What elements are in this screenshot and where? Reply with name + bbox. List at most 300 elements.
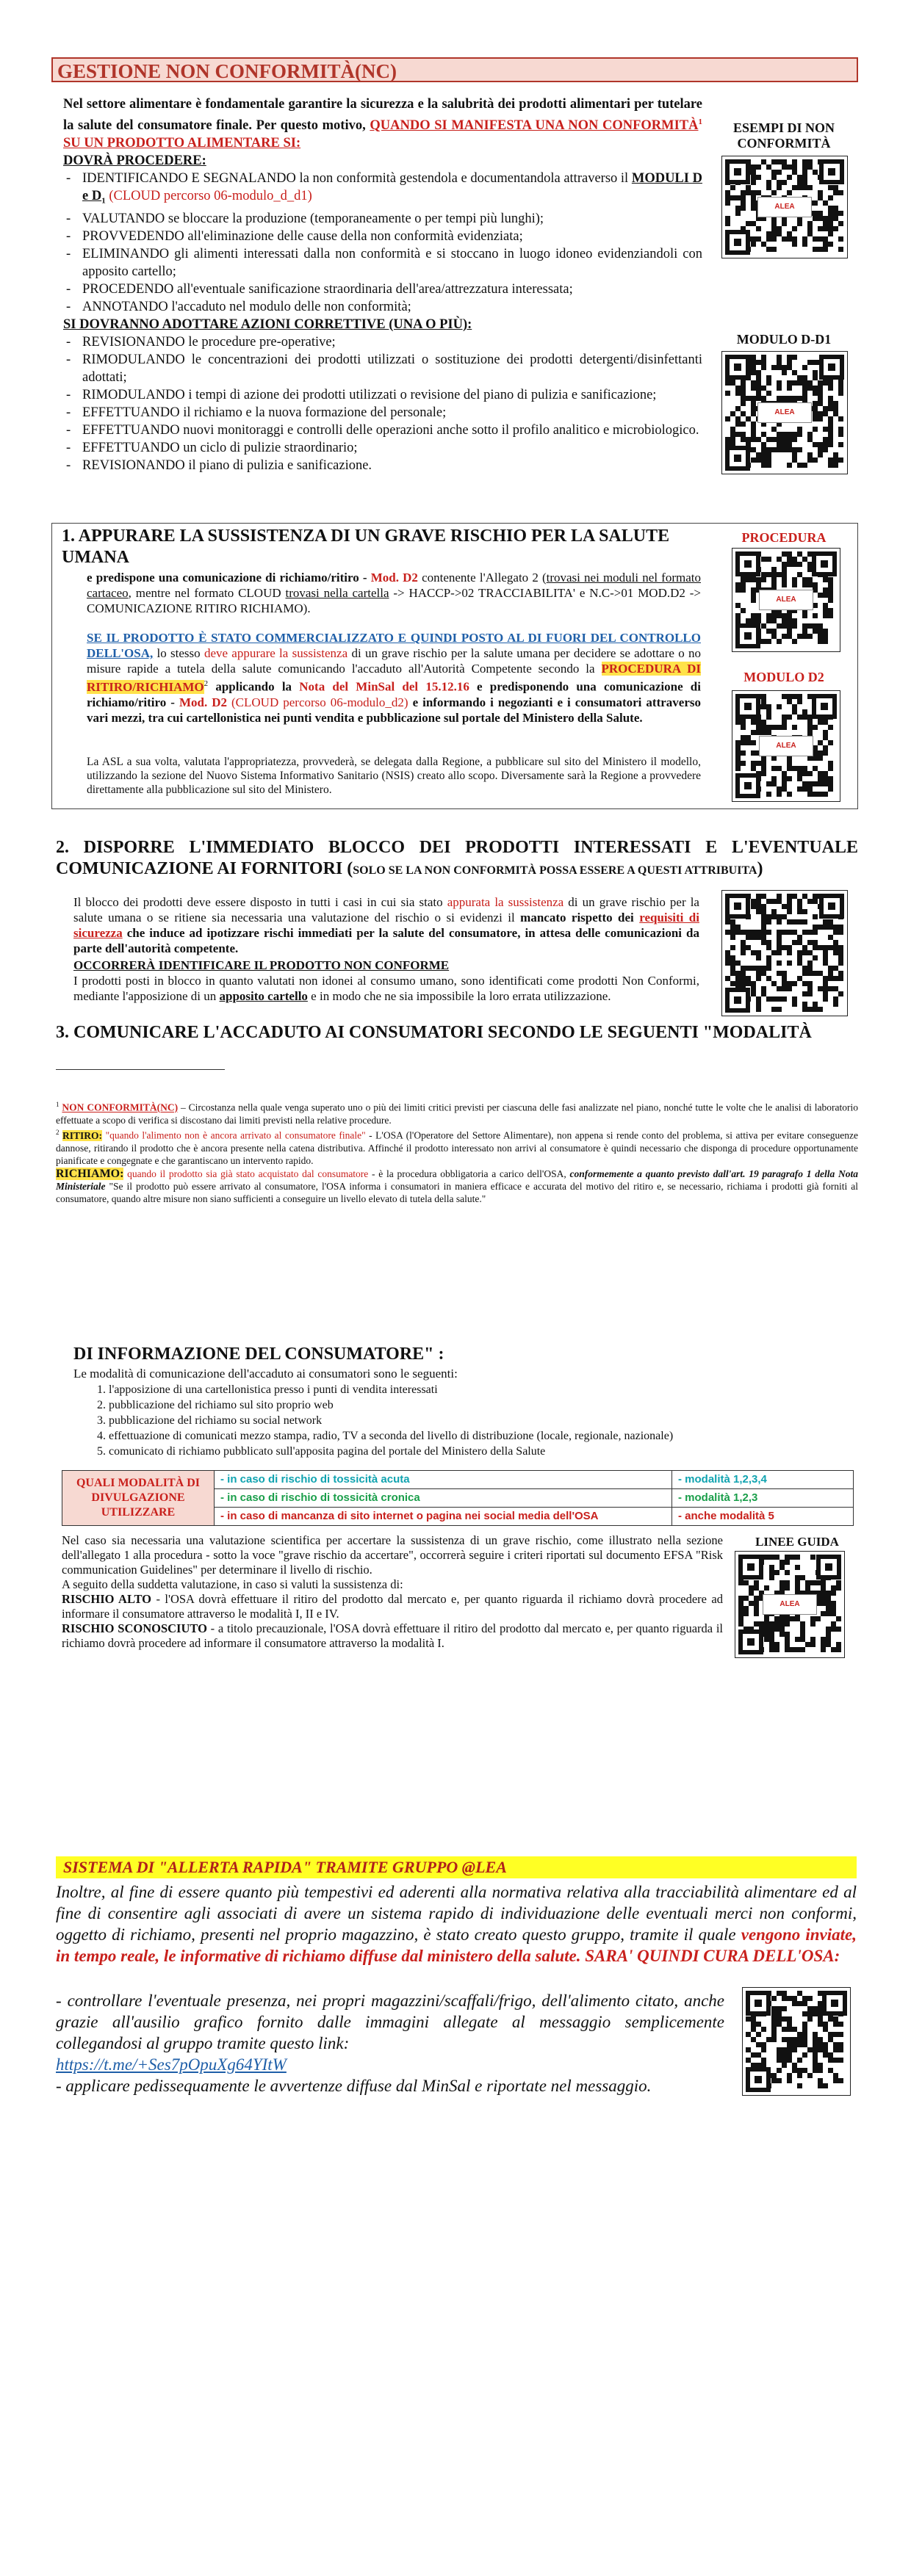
qr-module — [787, 2042, 792, 2047]
qr-module — [766, 792, 771, 797]
fn3-text: - è la procedura obbligatoria a carico dell'OSA, — [368, 1168, 570, 1179]
qr-module — [771, 2027, 777, 2032]
qr-module — [813, 945, 818, 950]
qr-module — [813, 940, 818, 945]
qr-module — [735, 432, 741, 437]
qr-module — [782, 370, 787, 375]
qr-module — [785, 1555, 790, 1560]
s2-text: di un grave rischio per la salute umana o se ritiene sia necessaria una valutazione del rischio o si evidenzi il — [73, 895, 699, 925]
qr-module — [818, 2016, 823, 2022]
qr-module — [797, 634, 802, 639]
s2-heading-end: ) — [757, 859, 763, 878]
qr-module — [730, 919, 735, 925]
qr-module — [730, 981, 735, 986]
qr-module — [838, 955, 843, 960]
section-2-p3 — [73, 973, 699, 1004]
qr-module — [821, 1637, 826, 1642]
qr-module — [818, 945, 823, 950]
qr-module — [823, 955, 828, 960]
qr-module — [807, 159, 813, 164]
risk-alto-text: - l'OSA dovrà effettuare il ritiro del prodotto dal mercato e, per quanto riguarda il richiamo dovrà procedere ad informare il consumatore attraverso le modalità I, II e IV. — [62, 1592, 723, 1621]
footnote-2 — [56, 1126, 858, 1167]
qr-module — [771, 221, 777, 226]
qr-module — [741, 735, 746, 740]
label-procedura: PROCEDURA — [741, 530, 827, 545]
qr-module — [792, 1002, 797, 1007]
qr-module — [741, 386, 746, 391]
qr-module — [746, 976, 751, 981]
qr-module — [764, 1585, 769, 1591]
s1-text: contenente l'Allegato 2 ( — [417, 571, 547, 585]
s1-text: deve appurare la sussistenza — [204, 646, 348, 660]
qr-module — [833, 976, 838, 981]
qr-module — [777, 380, 782, 386]
qr-module — [795, 1575, 800, 1580]
qr-module — [810, 1616, 815, 1621]
qr-finder — [725, 355, 750, 380]
qr-module — [807, 432, 813, 437]
qr-module — [838, 2032, 843, 2037]
qr-module — [813, 587, 818, 593]
qr-module — [751, 236, 756, 242]
qr-module — [769, 1632, 774, 1637]
qr-module — [751, 740, 756, 745]
qr-module — [792, 981, 797, 986]
qr-module — [813, 2068, 818, 2073]
qr-code-linee-guida[interactable] — [735, 1551, 845, 1658]
qr-module — [782, 996, 787, 1002]
qr-code-modulo-d2[interactable] — [732, 690, 840, 802]
qr-module — [756, 899, 761, 904]
allerta-banner: SISTEMA DI "ALLERTA RAPIDA" TRAMITE GRUPPO @LEA — [56, 1856, 857, 1878]
qr-module — [725, 437, 730, 442]
qr-module — [818, 216, 823, 221]
s1-cloud-path: (CLOUD percorso 06-modulo_d2) — [227, 695, 408, 709]
qr-module — [838, 211, 843, 216]
qr-module — [802, 766, 807, 771]
qr-module — [802, 966, 807, 971]
qr-module — [751, 200, 756, 206]
qr-module — [826, 1632, 831, 1637]
qr-module — [725, 216, 730, 221]
qr-module — [756, 618, 761, 623]
qr-module — [730, 971, 735, 976]
qr-module — [828, 781, 833, 786]
qr-module — [833, 406, 838, 411]
qr-module — [833, 940, 838, 945]
qr-module — [738, 1616, 743, 1621]
qr-module — [754, 1611, 759, 1616]
qr-module — [741, 200, 746, 206]
qr-module — [813, 442, 818, 447]
qr-module — [754, 1585, 759, 1591]
list-item: - EFFETTUANDO un ciclo di pulizie straordinario; — [63, 439, 702, 457]
qr-module — [741, 411, 746, 416]
qr-module — [833, 966, 838, 971]
qr-module — [730, 925, 735, 930]
qr-finder — [735, 773, 760, 798]
qr-module — [774, 1621, 779, 1627]
qr-module — [735, 745, 741, 750]
qr-module — [777, 766, 782, 771]
qr-module — [836, 1616, 841, 1621]
qr-module — [828, 935, 833, 940]
list-item: - PROVVEDENDO all'eliminazione delle cause della non conformità evidenziata; — [63, 228, 702, 245]
qr-module — [751, 432, 756, 437]
qr-module — [787, 380, 792, 386]
qr-module — [735, 976, 741, 981]
qr-module — [797, 572, 802, 577]
s2-cartello: apposito cartello — [219, 989, 308, 1003]
qr-module — [800, 1575, 805, 1580]
table-cell-case: - in caso di mancanza di sito internet o pagina nei social media dell'OSA — [215, 1508, 672, 1526]
qr-module — [813, 2058, 818, 2063]
qr-module — [818, 380, 823, 386]
qr-module — [802, 786, 807, 792]
qr-module — [766, 452, 771, 457]
qr-module — [761, 725, 766, 730]
qr-module — [777, 365, 782, 370]
qr-module — [818, 740, 823, 745]
qr-module — [838, 432, 843, 437]
qr-module — [797, 899, 802, 904]
s2-text: Il blocco dei prodotti deve essere disposto in tutti i casi in cui sia stato — [73, 895, 447, 909]
qr-module — [802, 185, 807, 190]
qr-module — [813, 613, 818, 618]
qr-module — [823, 771, 828, 776]
qr-module — [833, 401, 838, 406]
qr-module — [777, 725, 782, 730]
qr-module — [761, 386, 766, 391]
qr-module — [813, 629, 818, 634]
qr-module — [759, 1621, 764, 1627]
qr-module — [813, 236, 818, 242]
risk-section — [62, 1533, 723, 1651]
qr-module — [777, 940, 782, 945]
qr-module — [735, 756, 741, 761]
qr-module — [818, 792, 823, 797]
qr-module — [792, 242, 797, 247]
qr-module — [761, 2058, 766, 2063]
qr-module — [792, 355, 797, 360]
qr-module — [810, 1580, 815, 1585]
qr-module — [831, 1611, 836, 1616]
qr-module — [823, 427, 828, 432]
qr-module — [838, 236, 843, 242]
qr-module — [833, 945, 838, 950]
qr-module — [782, 2058, 787, 2063]
qr-module — [751, 411, 756, 416]
list-item: - VALUTANDO se bloccare la produzione (temporaneamente o per tempi più lunghi); — [63, 210, 702, 228]
s1-commercializzato: SE IL PRODOTTO È STATO COMMERCIALIZZATO E QUINDI POSTO AL DI FUORI DEL CONTROLLO DELL'OSA, — [87, 631, 701, 660]
qr-module — [807, 950, 813, 955]
qr-module — [735, 925, 741, 930]
qr-module — [813, 2032, 818, 2037]
qr-module — [751, 370, 756, 375]
qr-module — [828, 971, 833, 976]
qr-module — [792, 170, 797, 175]
qr-module — [777, 572, 782, 577]
intro-lead-text: Nel settore alimentare è fondamentale garantire la sicurezza e la salubrità dei prodotti alimentari per tutelare la salute del consumatore finale. Per questo motivo, — [63, 97, 702, 134]
qr-module — [771, 634, 777, 639]
qr-module — [792, 577, 797, 582]
qr-module — [766, 914, 771, 919]
qr-module — [741, 750, 746, 756]
qr-module — [735, 613, 741, 618]
telegram-link[interactable]: https://t.me/+Ses7pOpuXg64YItW — [56, 2055, 287, 2074]
qr-module — [831, 1606, 836, 1611]
qr-module — [833, 452, 838, 457]
qr-module — [782, 567, 787, 572]
qr-module — [730, 930, 735, 935]
qr-module — [751, 935, 756, 940]
qr-finder — [812, 551, 837, 576]
qr-module — [818, 442, 823, 447]
qr-module — [807, 991, 813, 996]
qr-module — [836, 1627, 841, 1632]
qr-code-modulo-d-d1[interactable] — [721, 351, 848, 474]
qr-module — [771, 365, 777, 370]
qr-module — [730, 427, 735, 432]
qr-module — [725, 221, 730, 226]
qr-finder — [812, 694, 837, 719]
qr-module — [797, 919, 802, 925]
qr-module — [797, 786, 802, 792]
qr-module — [828, 396, 833, 401]
qr-module — [807, 2073, 813, 2078]
qr-module — [751, 766, 756, 771]
qr-module — [818, 750, 823, 756]
qr-module — [813, 623, 818, 629]
qr-module — [807, 380, 813, 386]
qr-module — [802, 164, 807, 170]
qr-module — [802, 613, 807, 618]
qr-module — [807, 771, 813, 776]
qr-module — [797, 940, 802, 945]
qr-module — [828, 231, 833, 236]
qr-module — [787, 904, 792, 909]
qr-module — [779, 1632, 785, 1637]
qr-module — [787, 694, 792, 699]
qr-module — [764, 1632, 769, 1637]
qr-module — [761, 914, 766, 919]
qr-module — [771, 437, 777, 442]
qr-module — [813, 391, 818, 396]
allerta-bullet-1 — [56, 1990, 724, 2075]
qr-module — [802, 991, 807, 996]
qr-module — [766, 236, 771, 242]
qr-module — [746, 185, 751, 190]
qr-module — [777, 170, 782, 175]
qr-module — [782, 2052, 787, 2058]
qr-module — [823, 411, 828, 416]
qr-module — [823, 603, 828, 608]
qr-module — [795, 1555, 800, 1560]
qr-module — [730, 966, 735, 971]
qr-module — [761, 930, 766, 935]
qr-module — [782, 930, 787, 935]
qr-module — [777, 2068, 782, 2073]
qr-module — [838, 971, 843, 976]
qr-module — [818, 411, 823, 416]
qr-module — [792, 725, 797, 730]
qr-module — [792, 894, 797, 899]
s1-nota-minsal: Nota del MinSal del 15.12.16 — [299, 679, 469, 694]
qr-module — [756, 976, 761, 981]
qr-module — [782, 180, 787, 185]
qr-module — [735, 720, 741, 725]
qr-module — [797, 2032, 802, 2037]
qr-module — [818, 236, 823, 242]
qr-module — [833, 216, 838, 221]
qr-module — [792, 226, 797, 231]
qr-module — [828, 740, 833, 745]
qr-module — [818, 2037, 823, 2042]
s2-text: che induce ad ipotizzare rischi immediati per la salute del consumatore, in attesa delle comunicazioni da parte dell'autorità competente. — [73, 926, 699, 955]
section-3-intro: Le modalità di comunicazione dell'accaduto ai consumatori sono le seguenti: — [73, 1367, 458, 1381]
qr-module — [741, 582, 746, 587]
actions-list — [63, 333, 702, 474]
page-title: GESTIONE NON CONFORMITÀ(NC) — [51, 57, 858, 82]
qr-module — [828, 185, 833, 190]
qr-module — [741, 422, 746, 427]
qr-finder — [735, 551, 760, 576]
qr-module — [826, 1611, 831, 1616]
qr-module — [777, 1007, 782, 1012]
qr-module — [756, 613, 761, 618]
risk-alto-label: RISCHIO ALTO — [62, 1592, 152, 1606]
qr-module — [787, 2016, 792, 2022]
qr-finder — [822, 1991, 847, 2016]
qr-module — [751, 180, 756, 185]
qr-module — [741, 740, 746, 745]
qr-module — [807, 185, 813, 190]
qr-module — [797, 185, 802, 190]
qr-module — [735, 971, 741, 976]
qr-module — [838, 991, 843, 996]
qr-module — [821, 1591, 826, 1596]
qr-code-procedura[interactable] — [732, 548, 840, 652]
s2-text: I prodotti posti in blocco in quanto valutati non idonei al consumo umano, sono identificati come prodotti Non Conformi, mediante l'apposizione di un — [73, 974, 699, 1003]
qr-finder — [746, 2067, 771, 2092]
qr-module — [797, 375, 802, 380]
qr-code-telegram[interactable] — [742, 1987, 851, 2096]
qr-module — [787, 386, 792, 391]
qr-module — [730, 432, 735, 437]
label-linee-guida: LINEE GUIDA — [755, 1535, 839, 1549]
qr-module — [833, 411, 838, 416]
qr-module — [761, 159, 766, 164]
qr-module — [746, 221, 751, 226]
qr-module — [792, 380, 797, 386]
qr-module — [787, 930, 792, 935]
qr-module — [828, 2037, 833, 2042]
qr-module — [766, 966, 771, 971]
qr-module — [797, 694, 802, 699]
qr-module — [823, 613, 828, 618]
qr-finder — [819, 894, 844, 919]
qr-module — [813, 170, 818, 175]
qr-module — [813, 2052, 818, 2058]
qr-module — [751, 613, 756, 618]
qr-module — [777, 185, 782, 190]
qr-module — [833, 2073, 838, 2078]
qr-module — [779, 1560, 785, 1565]
qr-module — [766, 709, 771, 714]
qr-module — [782, 714, 787, 720]
qr-module — [782, 2037, 787, 2042]
qr-module — [802, 2032, 807, 2037]
qr-module — [735, 416, 741, 422]
qr-module — [735, 386, 741, 391]
qr-module — [761, 432, 766, 437]
qr-module — [766, 940, 771, 945]
footnote-2-num: 2 — [56, 1129, 60, 1136]
qr-module — [777, 386, 782, 391]
risk-sc-text: - a titolo precauzionale, l'OSA dovrà effettuare il ritiro del prodotto dal mercato e, per quanto riguarda il richiamo dovrà procedere ad informare il consumatore attraverso la modalità I. — [62, 1621, 723, 1650]
qr-module — [828, 242, 833, 247]
qr-module — [738, 1621, 743, 1627]
qr-module — [746, 735, 751, 740]
list-item: - REVISIONANDO il piano di pulizia e sanificazione. — [63, 457, 702, 474]
qr-module — [787, 960, 792, 966]
qr-module — [836, 1642, 841, 1647]
qr-module — [807, 756, 813, 761]
qr-module — [761, 971, 766, 976]
qr-module — [787, 714, 792, 720]
qr-module — [797, 2083, 802, 2088]
qr-module — [771, 909, 777, 914]
qr-finder — [735, 694, 760, 719]
qr-module — [751, 360, 756, 365]
qr-module — [746, 2016, 751, 2022]
qr-module — [813, 216, 818, 221]
qr-module — [756, 761, 761, 766]
qr-module — [833, 930, 838, 935]
qr-module — [828, 593, 833, 598]
step-sub: 1 — [101, 196, 106, 206]
qr-module — [777, 2078, 782, 2083]
qr-module — [838, 950, 843, 955]
qr-code-section-2[interactable] — [721, 890, 848, 1016]
qr-module — [761, 396, 766, 401]
label-modulo-d2: MODULO D2 — [743, 670, 824, 684]
qr-module — [771, 577, 777, 582]
qr-module — [761, 991, 766, 996]
qr-module — [766, 899, 771, 904]
qr-module — [730, 945, 735, 950]
qr-module — [771, 2006, 777, 2011]
qr-module — [766, 704, 771, 709]
list-item: - PROCEDENDO all'eventuale sanificazione straordinaria dell'area/attrezzatura interessata; — [63, 281, 702, 298]
qr-module — [797, 380, 802, 386]
qr-module — [782, 986, 787, 991]
qr-module — [774, 1647, 779, 1652]
qr-module — [761, 463, 766, 468]
qr-module — [828, 2058, 833, 2063]
qr-module — [756, 725, 761, 730]
qr-module — [792, 2027, 797, 2032]
qr-module — [751, 930, 756, 935]
qr-module — [828, 457, 833, 463]
qr-code-esempi[interactable] — [721, 156, 848, 258]
qr-module — [777, 899, 782, 904]
qr-module — [818, 195, 823, 200]
qr-module — [735, 766, 741, 771]
footnote-1 — [56, 1099, 858, 1126]
qr-module — [792, 940, 797, 945]
qr-module — [792, 396, 797, 401]
